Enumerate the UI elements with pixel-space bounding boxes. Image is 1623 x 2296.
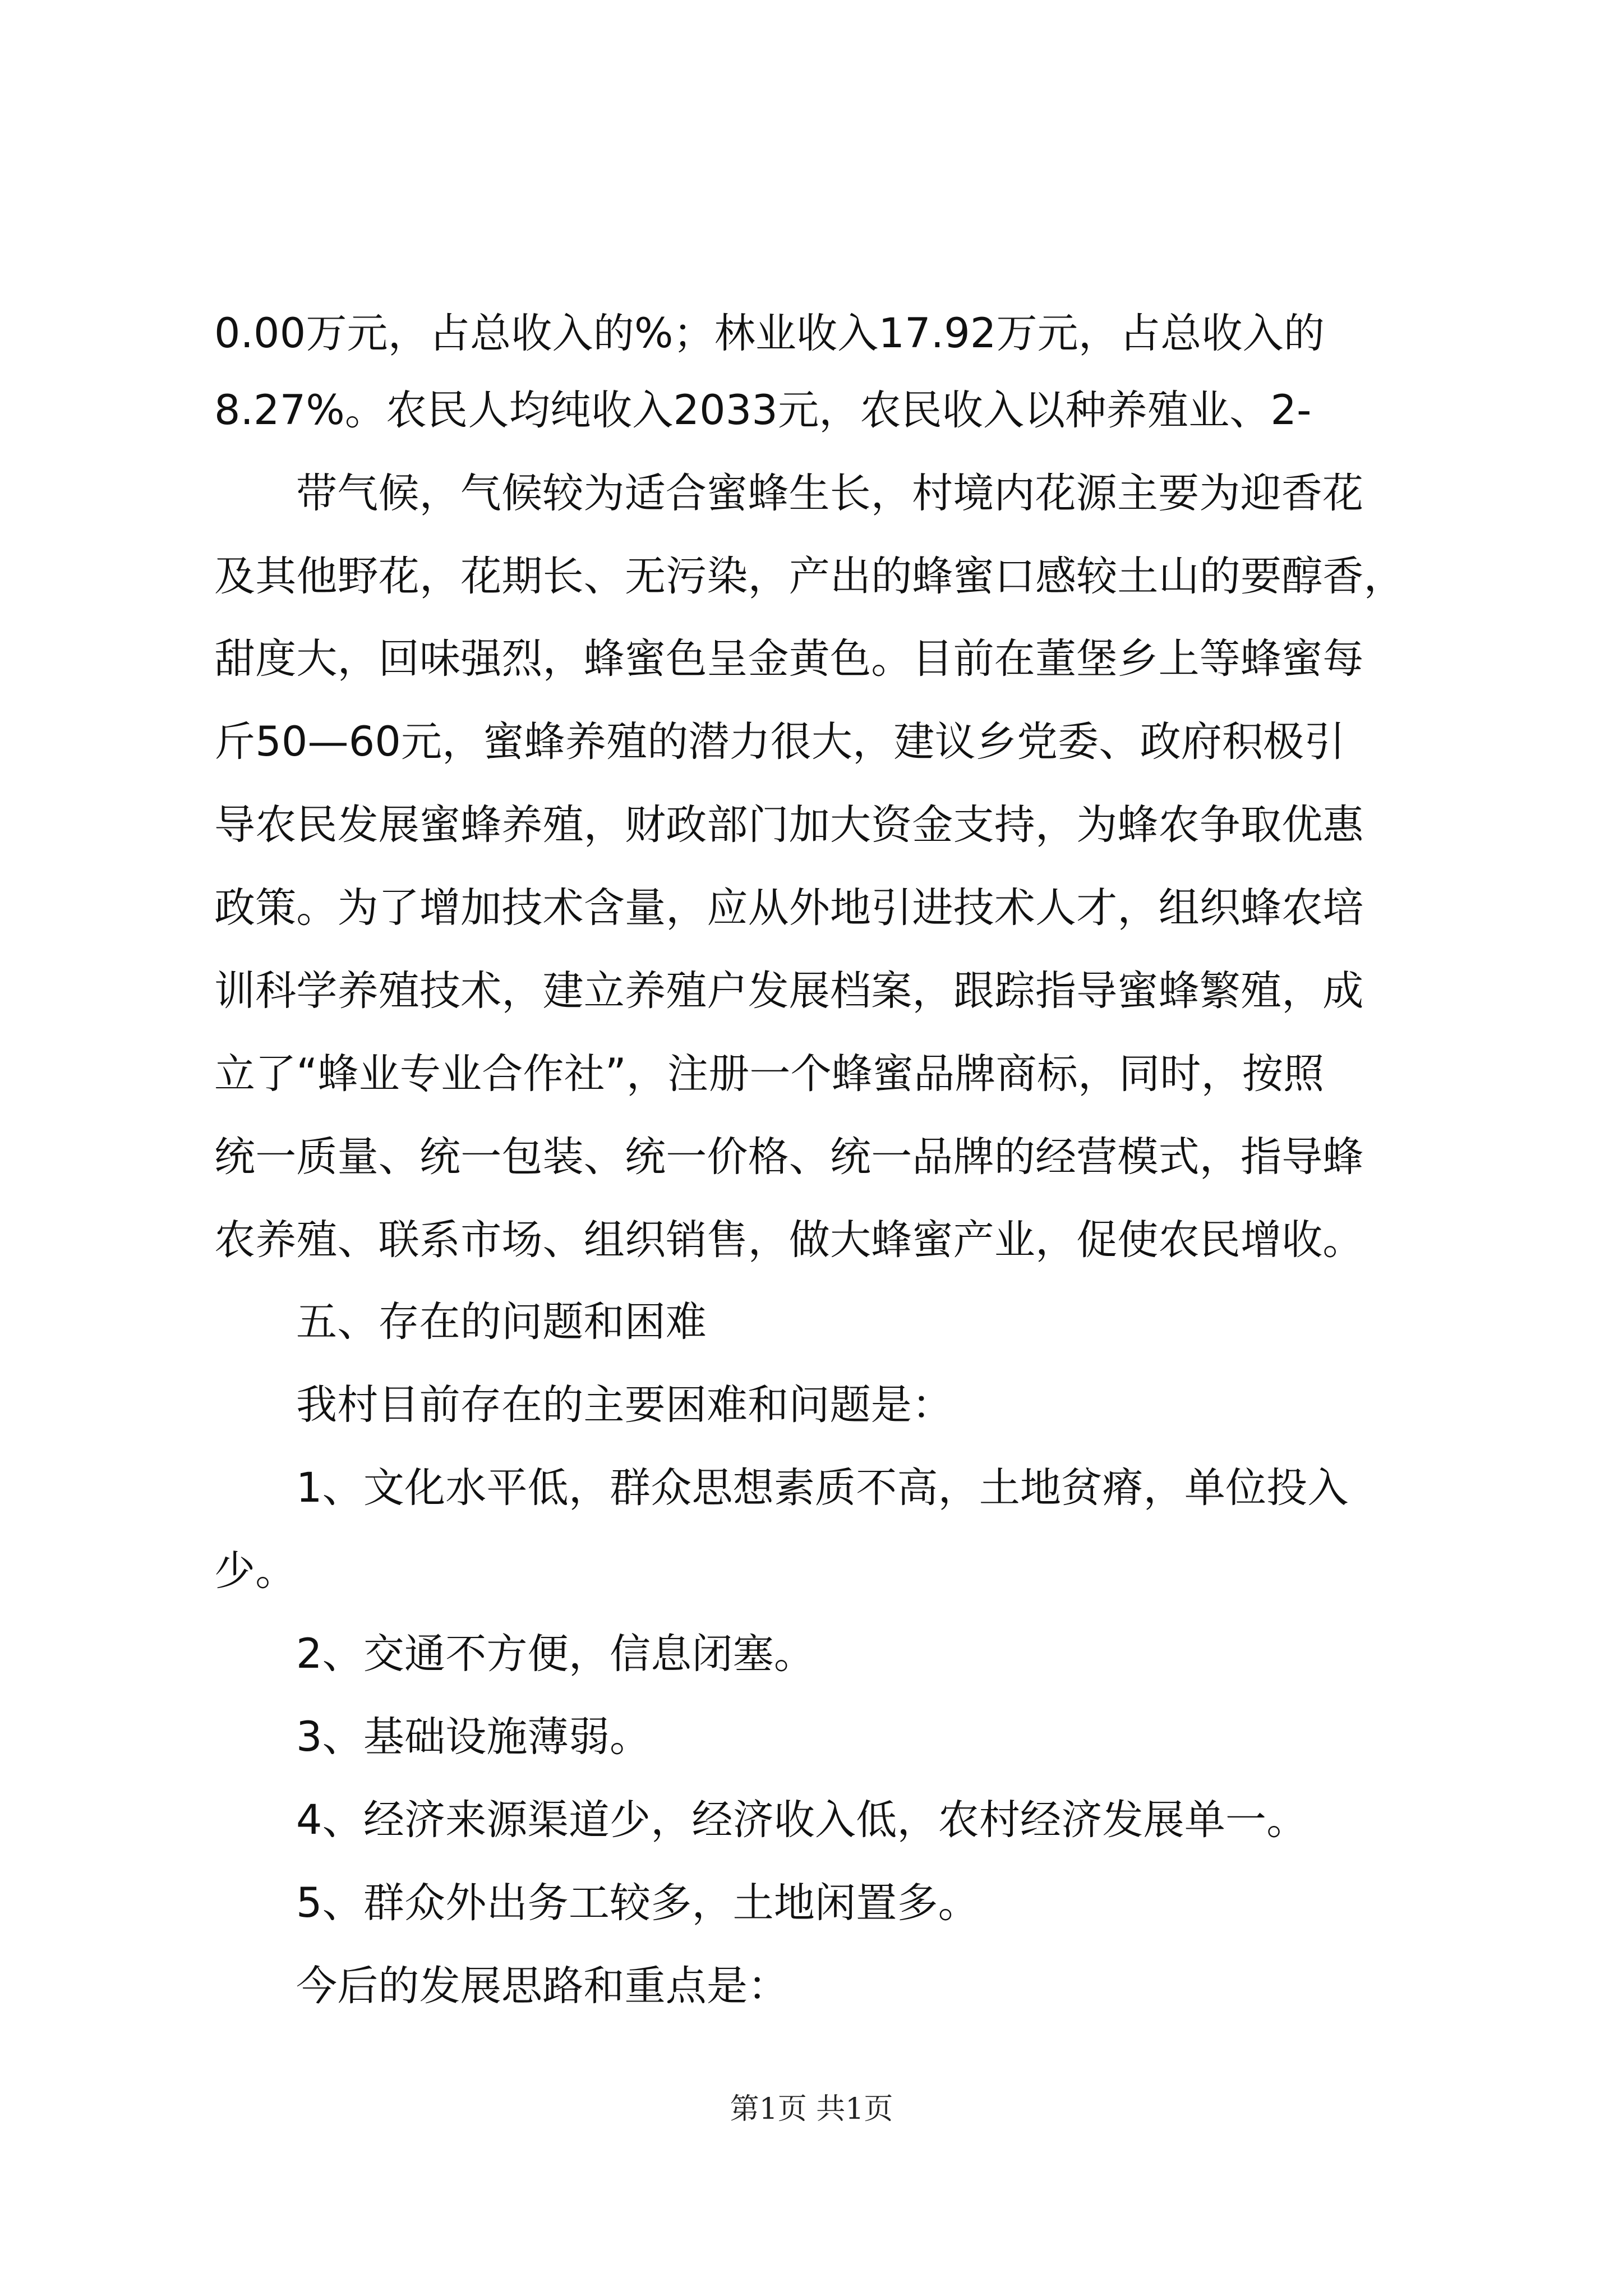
list-item: 4、经济来源渠道少，经济收入低，农村经济发展单一。 xyxy=(296,1796,1308,1844)
text-line: 及其他野花，花期长、无污染，产出的蜂蜜口感较土山的要醇香， xyxy=(214,553,1405,600)
text-line: 少。 xyxy=(214,1547,297,1595)
text-line: 政策。为了增加技术含量，应从外地引进技术人才，组织蜂农培 xyxy=(214,884,1364,932)
text-line: 我村目前存在的主要困难和问题是： xyxy=(296,1381,953,1429)
text-line: 导农民发展蜜蜂养殖，财政部门加大资金支持，为蜂农争取优惠 xyxy=(214,801,1364,849)
list-item: 5、群众外出务工较多，土地闲置多。 xyxy=(296,1879,979,1927)
text-line: 立了“蜂业专业合作社”，注册一个蜂蜜品牌商标，同时，按照 xyxy=(214,1050,1325,1098)
text-line: 0.00万元，占总收入的%；林业收入17.92万元，占总收入的 xyxy=(214,310,1325,357)
list-item: 3、基础设施薄弱。 xyxy=(296,1713,651,1761)
text-line: 8.27%。农民人均纯收入2033元，农民收入以种养殖业、2- xyxy=(214,386,1312,434)
text-line: 斤50—60元，蜜蜂养殖的潜力很大，建议乡党委、政府积极引 xyxy=(214,718,1345,766)
page-number-footer: 第1页 共1页 xyxy=(730,2092,893,2126)
text-line: 今后的发展思路和重点是： xyxy=(296,1962,789,2010)
list-item: 2、交通不方便，信息闭塞。 xyxy=(296,1630,815,1678)
list-item: 1、文化水平低，群众思想素质不高，土地贫瘠，单位投入 xyxy=(296,1464,1349,1512)
section-heading: 五、存在的问题和困难 xyxy=(296,1298,707,1346)
text-line: 甜度大，回味强烈，蜂蜜色呈金黄色。目前在董堡乡上等蜂蜜每 xyxy=(214,635,1364,683)
text-line: 带气候，气候较为适合蜜蜂生长，村境内花源主要为迎香花 xyxy=(296,470,1364,517)
text-line: 农养殖、联系市场、组织销售，做大蜂蜜产业，促使农民增收。 xyxy=(214,1216,1364,1264)
text-line: 训科学养殖技术，建立养殖户发展档案，跟踪指导蜜蜂繁殖，成 xyxy=(214,967,1364,1015)
text-line: 统一质量、统一包装、统一价格、统一品牌的经营模式，指导蜂 xyxy=(214,1133,1364,1181)
